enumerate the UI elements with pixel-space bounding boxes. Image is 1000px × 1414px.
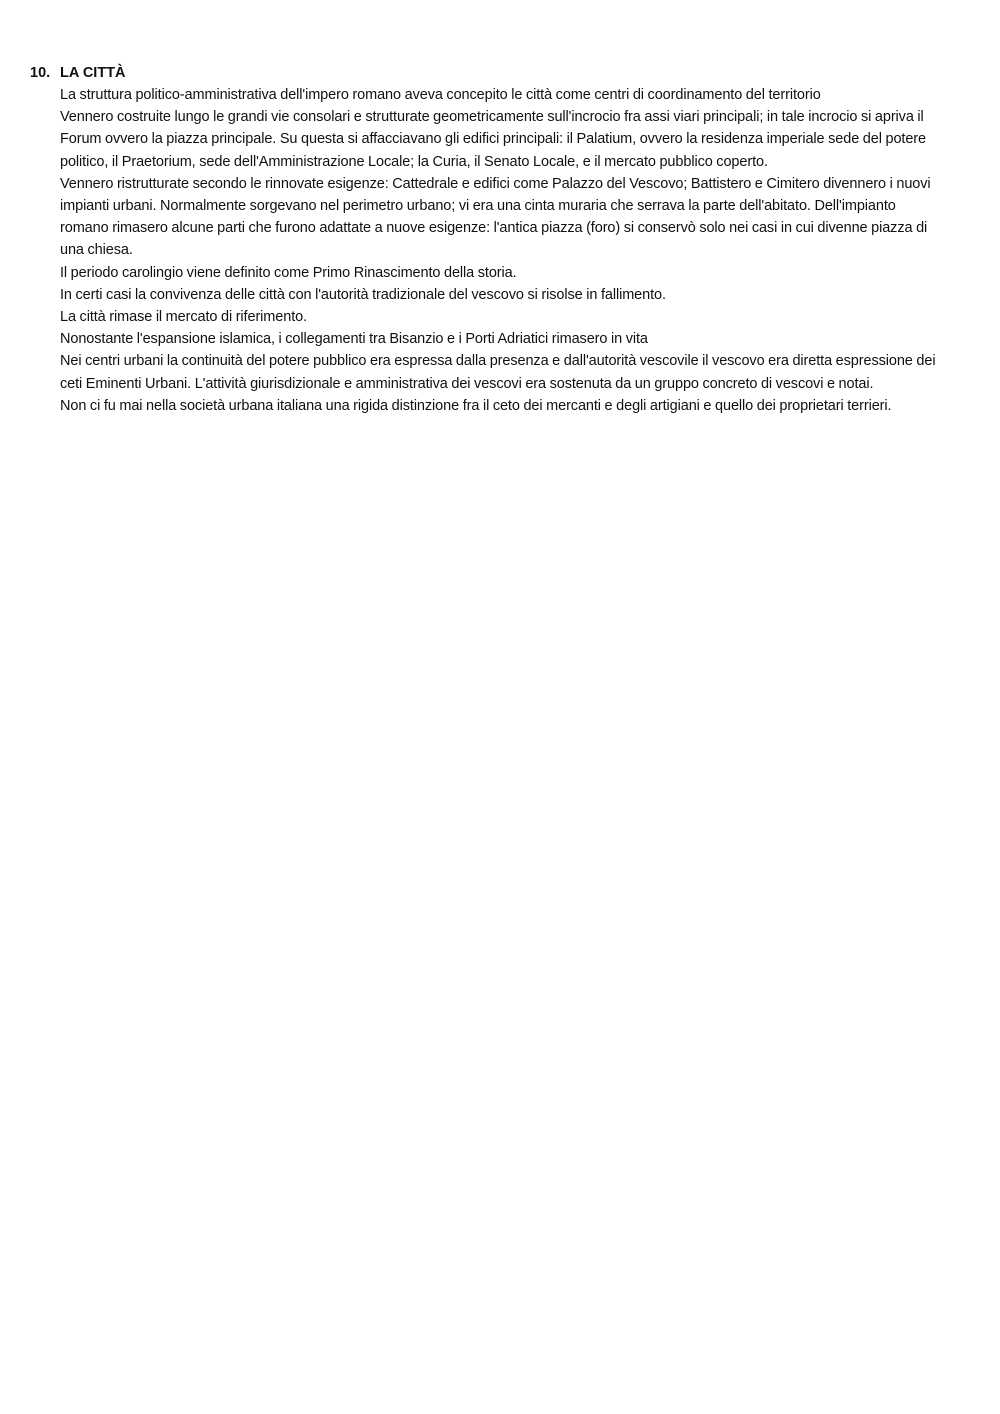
section-body (60, 84, 940, 417)
section-la-citta (30, 62, 940, 417)
paragraph: La struttura politico-amministrativa dell'impero romano aveva concepito le città come centri di coordinamento del territorio (60, 87, 821, 103)
section-heading (30, 62, 940, 84)
paragraph: In certi casi la convivenza delle città con l'autorità tradizionale del vescovo si risolse in fallimento. (60, 286, 666, 303)
paragraph: La città rimase il mercato di riferimento. (60, 309, 308, 326)
paragraph: Vennero ristrutturate secondo le rinnovate esigenze: Cattedrale e edifici come Palazzo del Vescovo; Battistero e Cimitero divennero i nuovi impianti urbani. Normalmente sorgevano nel perimetro urbano; vi era una cinta muraria che serrava la parte dell'abitato. Dell'impianto romano rimasero alcune parti che furono adattate a nuove esigenze: l'antica piazza (foro) si conservò solo nei casi in cui divenne piazza di una chiesa. (60, 175, 931, 259)
paragraph: Non ci fu mai nella società urbana italiana una rigida distinzione fra il ceto dei mercanti e degli artigiani e quello dei proprietari terrieri. (60, 397, 892, 414)
section-number: 10. (30, 65, 51, 81)
paragraph: Vennero costruite lungo le grandi vie consolari e strutturate geometricamente sull'incrocio fra assi viari principali; in tale incrocio si apriva il Forum ovvero la piazza principale. Su questa si affacciavano gli edifici principali: il Palatium, ovvero la residenza imperiale sede del potere politico, il Praetorium, sede dell'Amministrazione Locale; la Curia, il Senato Locale, e il mercato pubblico coperto. (60, 109, 926, 170)
paragraph: Nonostante l'espansione islamica, i collegamenti tra Bisanzio e i Porti Adriatici rimasero in vita (60, 331, 648, 348)
paragraph: Il periodo carolingio viene definito come Primo Rinascimento della storia. (60, 264, 517, 281)
section-title: LA CITTÀ (60, 65, 126, 81)
paragraph: Nei centri urbani la continuità del potere pubblico era espressa dalla presenza e dall'autorità vescovile il vescovo era diretta espressione dei ceti Eminenti Urbani. L'attività giurisdizionale e amministrativa dei vescovi era sostenuta da un gruppo concreto di vescovi e notai. (60, 353, 936, 392)
